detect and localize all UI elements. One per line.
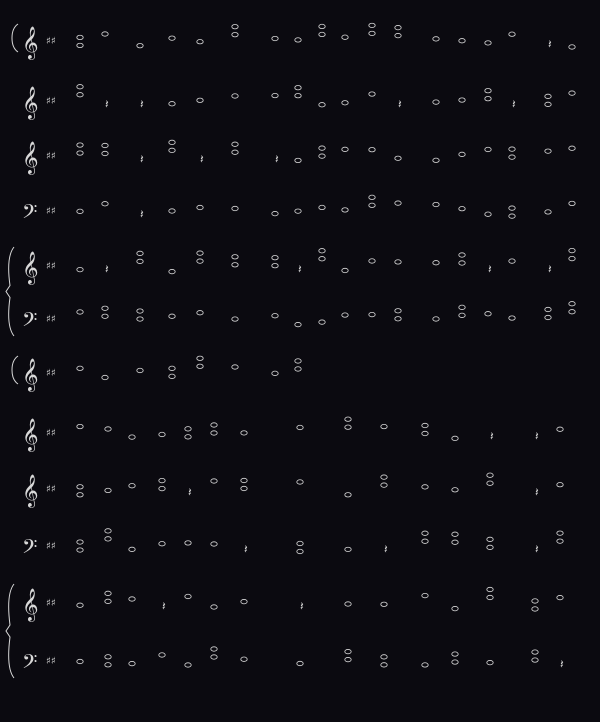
note-head bbox=[487, 545, 493, 549]
note-head bbox=[545, 307, 551, 311]
note-head bbox=[137, 317, 143, 321]
note-head bbox=[295, 322, 301, 326]
note-head bbox=[169, 314, 175, 318]
note-head bbox=[272, 93, 278, 97]
rest-icon: 𝄽 bbox=[488, 262, 492, 276]
rest-icon: 𝄽 bbox=[490, 429, 494, 443]
note-head bbox=[452, 488, 458, 492]
note-head bbox=[105, 537, 111, 541]
note-head bbox=[129, 547, 135, 551]
note-head bbox=[211, 647, 217, 651]
note-head bbox=[422, 431, 428, 435]
note-head bbox=[433, 37, 439, 41]
system-bracket bbox=[12, 356, 18, 384]
note-head bbox=[185, 541, 191, 545]
rest-icon: 𝄽 bbox=[188, 485, 192, 499]
note-head bbox=[129, 435, 135, 439]
rest-icon: 𝄽 bbox=[548, 37, 552, 51]
note-head bbox=[137, 251, 143, 255]
key-signature-sharp-icon: ♯♯ bbox=[46, 541, 56, 552]
key-signature-sharp-icon: ♯♯ bbox=[46, 484, 56, 495]
note-head bbox=[77, 485, 83, 489]
note-head bbox=[137, 43, 143, 47]
note-head bbox=[197, 98, 203, 102]
note-head bbox=[345, 417, 351, 421]
note-head bbox=[381, 424, 387, 428]
note-head bbox=[452, 540, 458, 544]
note-head bbox=[77, 143, 83, 147]
note-head bbox=[369, 23, 375, 27]
note-head bbox=[197, 364, 203, 368]
note-head bbox=[272, 371, 278, 375]
note-head bbox=[395, 260, 401, 264]
note-head bbox=[319, 146, 325, 150]
note-head bbox=[232, 94, 238, 98]
note-head bbox=[342, 101, 348, 105]
note-head bbox=[459, 39, 465, 43]
note-head bbox=[129, 484, 135, 488]
note-head bbox=[211, 605, 217, 609]
rest-icon: 𝄽 bbox=[140, 152, 144, 166]
bracket-layer bbox=[6, 24, 18, 678]
note-head bbox=[487, 595, 493, 599]
note-head bbox=[295, 367, 301, 371]
note-head bbox=[369, 195, 375, 199]
note-head bbox=[185, 427, 191, 431]
note-head bbox=[295, 209, 301, 213]
note-head bbox=[295, 359, 301, 363]
rest-icon: 𝄽 bbox=[244, 542, 248, 556]
rest-icon: 𝄽 bbox=[512, 97, 516, 111]
note-head bbox=[459, 207, 465, 211]
note-head bbox=[77, 93, 83, 97]
note-head bbox=[272, 255, 278, 259]
note-head bbox=[105, 599, 111, 603]
note-head bbox=[459, 305, 465, 309]
note-head bbox=[232, 263, 238, 267]
note-head bbox=[232, 142, 238, 146]
note-head bbox=[211, 431, 217, 435]
note-head bbox=[545, 102, 551, 106]
rest-icon: 𝄽 bbox=[298, 262, 302, 276]
rest-icon: 𝄽 bbox=[162, 599, 166, 613]
note-head bbox=[159, 653, 165, 657]
treble-clef-icon: 𝄞 bbox=[22, 418, 39, 451]
note-head bbox=[433, 317, 439, 321]
note-head bbox=[545, 94, 551, 98]
key-signature-sharp-icon: ♯♯ bbox=[46, 598, 56, 609]
note-head bbox=[485, 88, 491, 92]
note-head bbox=[241, 599, 247, 603]
note-head bbox=[395, 33, 401, 37]
note-head bbox=[102, 151, 108, 155]
note-head bbox=[509, 32, 515, 36]
note-head bbox=[159, 478, 165, 482]
note-head bbox=[77, 310, 83, 314]
note-head bbox=[345, 493, 351, 497]
note-head bbox=[569, 146, 575, 150]
treble-clef-icon: 𝄞 bbox=[22, 141, 39, 174]
note-head bbox=[342, 147, 348, 151]
note-head bbox=[77, 43, 83, 47]
note-head bbox=[102, 202, 108, 206]
rest-icon: 𝄽 bbox=[300, 599, 304, 613]
note-head bbox=[185, 435, 191, 439]
note-head bbox=[532, 607, 538, 611]
bass-clef-icon: 𝄢 bbox=[22, 200, 38, 228]
note-head bbox=[77, 366, 83, 370]
note-head bbox=[105, 488, 111, 492]
note-head bbox=[509, 147, 515, 151]
note-head bbox=[102, 306, 108, 310]
note-head bbox=[232, 150, 238, 154]
note-head bbox=[272, 263, 278, 267]
note-head bbox=[297, 661, 303, 665]
note-head bbox=[232, 365, 238, 369]
note-head bbox=[159, 432, 165, 436]
key-signature-sharp-icon: ♯♯ bbox=[46, 206, 56, 217]
key-signature-sharp-icon: ♯♯ bbox=[46, 428, 56, 439]
treble-clef-icon: 𝄞 bbox=[22, 474, 39, 507]
note-head bbox=[532, 658, 538, 662]
note-head bbox=[487, 660, 493, 664]
note-head bbox=[459, 313, 465, 317]
note-head bbox=[422, 423, 428, 427]
note-head bbox=[569, 91, 575, 95]
key-signature-sharp-icon: ♯♯ bbox=[46, 314, 56, 325]
note-head bbox=[319, 320, 325, 324]
note-head bbox=[342, 268, 348, 272]
note-head bbox=[197, 356, 203, 360]
note-head bbox=[197, 311, 203, 315]
key-signature-sharp-icon: ♯♯ bbox=[46, 151, 56, 162]
note-head bbox=[105, 427, 111, 431]
key-signature-sharp-icon: ♯♯ bbox=[46, 261, 56, 272]
note-head bbox=[159, 542, 165, 546]
note-head bbox=[297, 480, 303, 484]
note-head bbox=[297, 425, 303, 429]
bass-clef-icon: 𝄢 bbox=[22, 650, 38, 678]
note-head bbox=[433, 261, 439, 265]
note-head bbox=[545, 149, 551, 153]
note-head bbox=[369, 312, 375, 316]
note-head bbox=[569, 256, 575, 260]
key-signature-sharp-icon: ♯♯ bbox=[46, 656, 56, 667]
note-head bbox=[105, 663, 111, 667]
note-head bbox=[452, 606, 458, 610]
rest-icon: 𝄽 bbox=[275, 152, 279, 166]
note-head bbox=[557, 595, 563, 599]
note-head bbox=[342, 208, 348, 212]
note-head bbox=[137, 309, 143, 313]
note-head bbox=[345, 547, 351, 551]
note-head bbox=[545, 315, 551, 319]
note-head bbox=[422, 531, 428, 535]
note-head bbox=[241, 657, 247, 661]
note-head bbox=[369, 31, 375, 35]
note-head bbox=[487, 473, 493, 477]
bass-clef-icon: 𝄢 bbox=[22, 308, 38, 336]
note-head bbox=[102, 375, 108, 379]
note-head bbox=[77, 151, 83, 155]
note-head bbox=[395, 201, 401, 205]
note-head bbox=[77, 35, 83, 39]
note-head bbox=[487, 587, 493, 591]
note-head bbox=[295, 85, 301, 89]
treble-clef-icon: 𝄞 bbox=[22, 26, 39, 59]
note-head bbox=[77, 659, 83, 663]
note-head bbox=[532, 599, 538, 603]
note-head bbox=[241, 486, 247, 490]
note-head bbox=[241, 431, 247, 435]
note-head bbox=[459, 152, 465, 156]
note-head bbox=[77, 209, 83, 213]
clef-layer bbox=[22, 26, 56, 678]
note-layer bbox=[77, 23, 575, 671]
note-head bbox=[129, 597, 135, 601]
rest-icon: 𝄽 bbox=[105, 262, 109, 276]
rest-icon: 𝄽 bbox=[398, 97, 402, 111]
note-head bbox=[452, 652, 458, 656]
note-head bbox=[185, 663, 191, 667]
note-head bbox=[422, 663, 428, 667]
note-head bbox=[297, 541, 303, 545]
note-head bbox=[232, 24, 238, 28]
note-head bbox=[319, 154, 325, 158]
note-head bbox=[433, 100, 439, 104]
treble-clef-icon: 𝄞 bbox=[22, 358, 39, 391]
note-head bbox=[345, 657, 351, 661]
note-head bbox=[369, 259, 375, 263]
note-head bbox=[211, 542, 217, 546]
note-head bbox=[395, 156, 401, 160]
note-head bbox=[422, 485, 428, 489]
note-head bbox=[395, 309, 401, 313]
note-head bbox=[557, 483, 563, 487]
note-head bbox=[129, 661, 135, 665]
note-head bbox=[485, 96, 491, 100]
note-head bbox=[369, 147, 375, 151]
rest-icon: 𝄽 bbox=[140, 97, 144, 111]
note-head bbox=[369, 203, 375, 207]
note-head bbox=[381, 663, 387, 667]
note-head bbox=[169, 140, 175, 144]
note-head bbox=[232, 317, 238, 321]
note-head bbox=[342, 313, 348, 317]
note-head bbox=[232, 206, 238, 210]
rest-icon: 𝄽 bbox=[105, 97, 109, 111]
rest-icon: 𝄽 bbox=[384, 542, 388, 556]
note-head bbox=[272, 211, 278, 215]
note-head bbox=[319, 24, 325, 28]
rest-icon: 𝄽 bbox=[140, 207, 144, 221]
note-head bbox=[197, 40, 203, 44]
note-head bbox=[381, 475, 387, 479]
note-head bbox=[102, 32, 108, 36]
note-head bbox=[452, 660, 458, 664]
rest-icon: 𝄽 bbox=[200, 152, 204, 166]
system-bracket bbox=[12, 24, 18, 52]
note-head bbox=[319, 205, 325, 209]
note-head bbox=[345, 649, 351, 653]
note-head bbox=[509, 259, 515, 263]
note-head bbox=[557, 427, 563, 431]
note-head bbox=[569, 248, 575, 252]
note-head bbox=[509, 155, 515, 159]
note-head bbox=[509, 206, 515, 210]
note-head bbox=[197, 205, 203, 209]
note-head bbox=[77, 267, 83, 271]
note-head bbox=[509, 316, 515, 320]
note-head bbox=[569, 310, 575, 314]
note-head bbox=[319, 249, 325, 253]
grand-staff-brace bbox=[6, 247, 14, 336]
note-head bbox=[169, 209, 175, 213]
note-head bbox=[485, 312, 491, 316]
note-head bbox=[102, 314, 108, 318]
note-head bbox=[197, 259, 203, 263]
note-head bbox=[422, 539, 428, 543]
note-head bbox=[211, 655, 217, 659]
note-head bbox=[452, 436, 458, 440]
note-head bbox=[169, 269, 175, 273]
note-head bbox=[105, 591, 111, 595]
note-head bbox=[77, 603, 83, 607]
note-head bbox=[169, 36, 175, 40]
grand-staff-brace bbox=[6, 584, 14, 678]
note-head bbox=[137, 259, 143, 263]
note-head bbox=[169, 102, 175, 106]
note-head bbox=[169, 374, 175, 378]
note-head bbox=[319, 103, 325, 107]
note-head bbox=[342, 35, 348, 39]
note-head bbox=[487, 481, 493, 485]
bass-clef-icon: 𝄢 bbox=[22, 535, 38, 563]
rest-icon: 𝄽 bbox=[548, 262, 552, 276]
note-head bbox=[185, 594, 191, 598]
note-head bbox=[569, 302, 575, 306]
note-head bbox=[345, 602, 351, 606]
note-head bbox=[297, 549, 303, 553]
note-head bbox=[295, 158, 301, 162]
note-head bbox=[137, 368, 143, 372]
note-head bbox=[77, 424, 83, 428]
note-head bbox=[381, 483, 387, 487]
note-head bbox=[452, 532, 458, 536]
note-head bbox=[532, 650, 538, 654]
note-head bbox=[422, 593, 428, 597]
rest-icon: 𝄽 bbox=[535, 485, 539, 499]
treble-clef-icon: 𝄞 bbox=[22, 86, 39, 119]
note-head bbox=[557, 539, 563, 543]
rest-icon: 𝄽 bbox=[535, 542, 539, 556]
note-head bbox=[557, 531, 563, 535]
key-signature-sharp-icon: ♯♯ bbox=[46, 36, 56, 47]
note-head bbox=[77, 493, 83, 497]
note-head bbox=[319, 257, 325, 261]
note-head bbox=[77, 85, 83, 89]
note-head bbox=[485, 212, 491, 216]
note-head bbox=[102, 143, 108, 147]
note-head bbox=[433, 202, 439, 206]
note-head bbox=[485, 147, 491, 151]
note-head bbox=[105, 529, 111, 533]
note-head bbox=[232, 255, 238, 259]
note-head bbox=[381, 602, 387, 606]
note-head bbox=[509, 214, 515, 218]
note-head bbox=[433, 158, 439, 162]
note-head bbox=[77, 540, 83, 544]
note-head bbox=[459, 261, 465, 265]
note-head bbox=[487, 537, 493, 541]
note-head bbox=[241, 478, 247, 482]
note-head bbox=[77, 548, 83, 552]
note-head bbox=[459, 98, 465, 102]
note-head bbox=[169, 148, 175, 152]
note-head bbox=[197, 251, 203, 255]
key-signature-sharp-icon: ♯♯ bbox=[46, 96, 56, 107]
note-head bbox=[319, 32, 325, 36]
note-head bbox=[545, 210, 551, 214]
note-head bbox=[485, 41, 491, 45]
rest-icon: 𝄽 bbox=[535, 429, 539, 443]
key-signature-sharp-icon: ♯♯ bbox=[46, 368, 56, 379]
note-head bbox=[159, 486, 165, 490]
note-head bbox=[369, 92, 375, 96]
note-head bbox=[105, 655, 111, 659]
note-head bbox=[381, 655, 387, 659]
note-head bbox=[569, 45, 575, 49]
note-head bbox=[295, 38, 301, 42]
note-head bbox=[459, 253, 465, 257]
note-head bbox=[272, 314, 278, 318]
note-head bbox=[569, 201, 575, 205]
note-head bbox=[211, 423, 217, 427]
note-head bbox=[211, 479, 217, 483]
note-head bbox=[395, 317, 401, 321]
treble-clef-icon: 𝄞 bbox=[22, 251, 39, 284]
note-head bbox=[345, 425, 351, 429]
note-head bbox=[395, 25, 401, 29]
note-head bbox=[272, 36, 278, 40]
note-head bbox=[169, 366, 175, 370]
rest-icon: 𝄽 bbox=[560, 657, 564, 671]
note-head bbox=[295, 93, 301, 97]
treble-clef-icon: 𝄞 bbox=[22, 588, 39, 621]
note-head bbox=[232, 32, 238, 36]
